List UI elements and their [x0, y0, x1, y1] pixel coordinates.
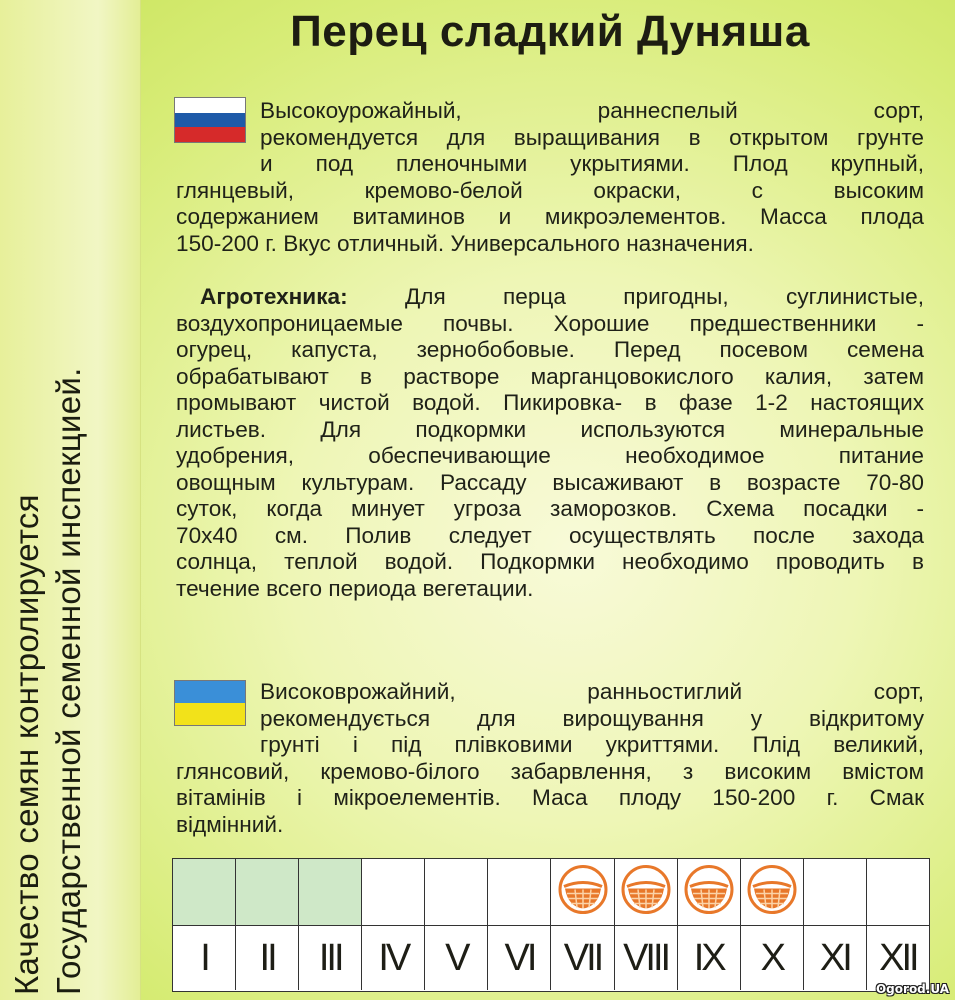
- calendar-activity-cell: [867, 859, 929, 925]
- agro-line: солнца, теплой водой. Подкормки необходимо проводить в: [176, 549, 924, 574]
- calendar-month-cell: [804, 926, 867, 990]
- calendar-activity-cell: [551, 859, 614, 925]
- agrotechnics-section: [176, 284, 924, 602]
- calendar-activity-cell: [615, 859, 678, 925]
- calendar-activity-cell: [678, 859, 741, 925]
- calendar-activity-cell: [236, 859, 299, 925]
- calendar-month-cell: [615, 926, 678, 990]
- month-label: VII: [563, 936, 602, 979]
- ua-line: рекомендується для вирощування у відкритому: [260, 705, 924, 731]
- agro-line: суток, когда минует угроза заморозков. Схема посадки -: [176, 496, 924, 521]
- agro-line: овощным культурам. Рассаду высаживают в возрасте 70-80: [176, 469, 924, 495]
- agro-line: 70х40 см. Полив следует осуществлять после захода: [176, 522, 924, 548]
- calendar-activity-row: [173, 859, 929, 926]
- ua-line: глянсовий, кремово-білого забарвлення, з високим вмістом: [176, 758, 924, 784]
- calendar-month-cell: [551, 926, 614, 990]
- agro-line: воздухопроницаемые почвы. Хорошие предшественники -: [176, 310, 924, 336]
- quality-note-line-1: Качество семян контролируется: [8, 494, 45, 995]
- calendar-activity-cell: [741, 859, 804, 925]
- calendar-month-row: [173, 926, 929, 990]
- month-label: II: [259, 936, 275, 979]
- calendar-activity-cell: [488, 859, 551, 925]
- agro-heading: Агротехника:: [200, 284, 348, 309]
- agro-line: течение всего периода вегетации.: [176, 575, 534, 601]
- ua-line: грунті і під плівковими укриттями. Плід великий,: [260, 732, 924, 757]
- calendar-activity-cell: [299, 859, 362, 925]
- calendar-month-cell: [362, 926, 425, 990]
- ru-line: Высокоурожайный, раннеспелый сорт,: [260, 98, 924, 123]
- ua-line: Високоврожайний, ранньостиглий сорт,: [260, 679, 924, 704]
- month-label: VIII: [623, 936, 669, 979]
- ru-line: и под пленочными укрытиями. Плод крупный,: [260, 151, 924, 176]
- month-label: X: [760, 936, 783, 979]
- harvest-basket-icon: [747, 865, 797, 920]
- harvest-basket-icon: [558, 865, 608, 920]
- calendar-month-cell: [741, 926, 804, 990]
- calendar-month-cell: [867, 926, 929, 990]
- month-label: III: [318, 936, 342, 979]
- agro-line: обрабатывают в растворе марганцовокислого калия, затем: [176, 363, 924, 389]
- agro-line: листьев. Для подкормки используются минеральные: [176, 416, 924, 442]
- agro-line: удобрения, обеспечивающие необходимое питание: [176, 443, 924, 468]
- quality-control-note: [6, 175, 136, 995]
- quality-note-line-2: Государственной семенной инспекцией.: [50, 367, 87, 995]
- agro-line: промывают чистой водой. Пикировка- в фазе 1-2 настоящих: [176, 390, 924, 415]
- harvest-basket-icon: [621, 865, 671, 920]
- ru-line: глянцевый, кремово-белой окраски, с высоким: [176, 177, 924, 203]
- watermark: Ogorod.UA: [875, 982, 949, 996]
- ukrainian-description: [176, 679, 924, 838]
- agro-first-line-text: Для перца пригодны, суглинистые,: [404, 284, 924, 309]
- agro-first-line: [176, 284, 924, 311]
- calendar-activity-cell: [425, 859, 488, 925]
- calendar-month-cell: [299, 926, 362, 990]
- ua-line: відмінний.: [176, 811, 284, 837]
- month-label: IV: [378, 936, 409, 979]
- calendar-activity-cell: [173, 859, 236, 925]
- month-label: VI: [504, 936, 535, 979]
- ua-line: вітамінів і мікроелементів. Маса плоду 150-200 г. Смак: [176, 785, 924, 810]
- product-title: Перец сладкий Дуняша: [290, 7, 810, 56]
- ru-line: рекомендуется для выращивания в открытом грунте: [260, 124, 924, 150]
- calendar-month-cell: [678, 926, 741, 990]
- agro-line: огурец, капуста, зернобобовые. Перед посевом семена: [176, 337, 924, 362]
- growing-calendar: [172, 858, 930, 992]
- month-label: I: [200, 936, 208, 979]
- ru-line: 150-200 г. Вкус отличный. Универсального назначения.: [176, 230, 754, 256]
- calendar-activity-cell: [804, 859, 867, 925]
- calendar-month-cell: [173, 926, 236, 990]
- month-label: V: [445, 936, 468, 979]
- russian-description: [176, 98, 924, 257]
- month-label: XI: [819, 936, 850, 979]
- ru-line: содержанием витаминов и микроэлементов. Масса плода: [176, 204, 924, 229]
- month-label: IX: [693, 936, 724, 979]
- calendar-month-cell: [236, 926, 299, 990]
- calendar-month-cell: [425, 926, 488, 990]
- calendar-month-cell: [488, 926, 551, 990]
- calendar-activity-cell: [362, 859, 425, 925]
- month-label: XII: [879, 936, 917, 979]
- harvest-basket-icon: [684, 865, 734, 920]
